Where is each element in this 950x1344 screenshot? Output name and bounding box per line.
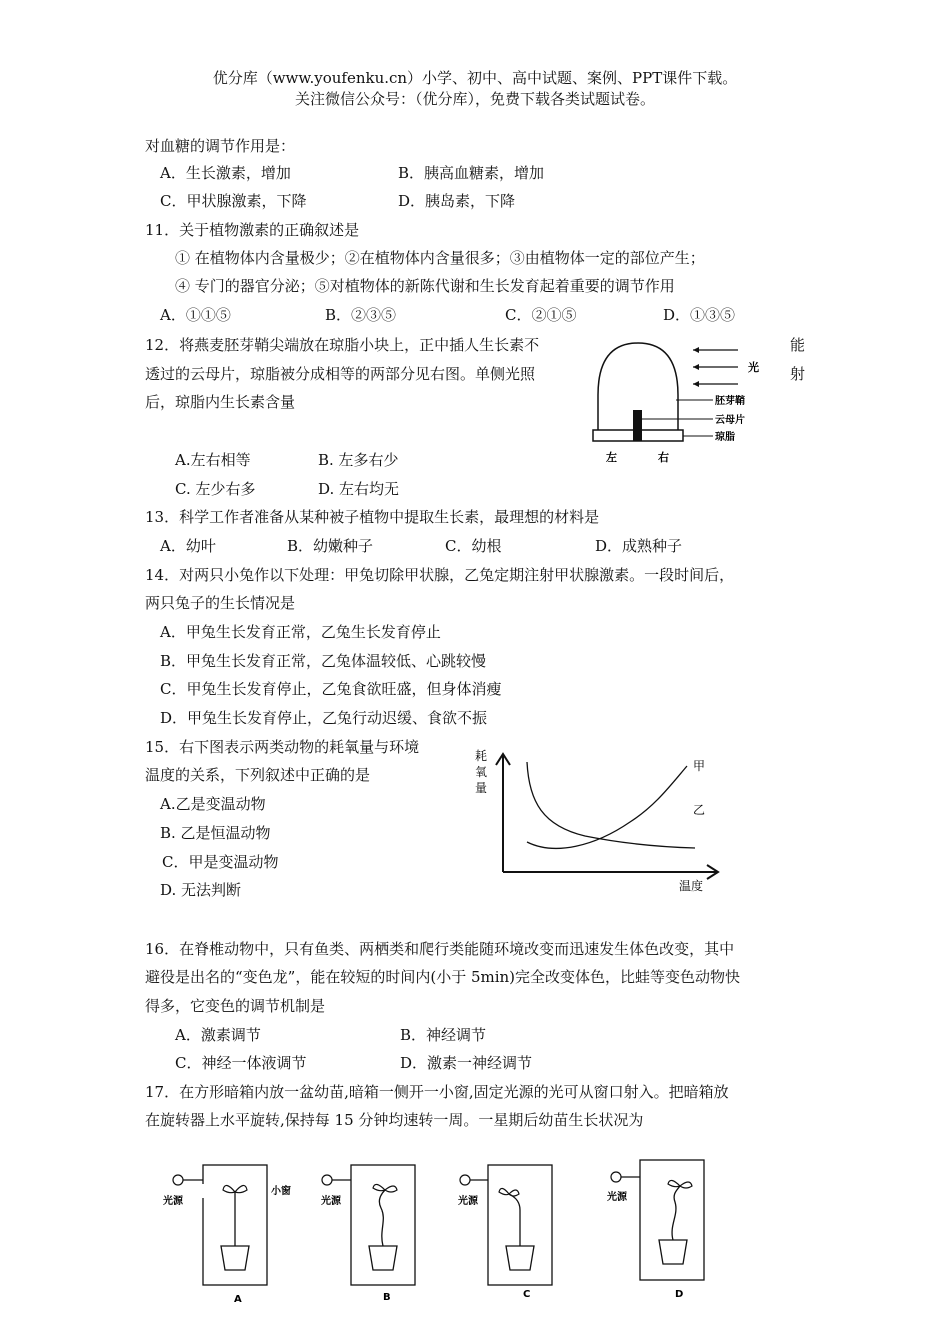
seedling-panel-a	[163, 1165, 291, 1305]
q16-option-c: C．神经一体液调节	[175, 1054, 307, 1072]
q10-option-b: B．胰高血糖素，增加	[398, 164, 545, 182]
q17-figure	[145, 1150, 785, 1310]
light-arrow-2-head	[693, 364, 699, 370]
q12-option-b: B. 左多右少	[318, 451, 399, 469]
q12-option-a: A.左右相等	[175, 451, 251, 469]
q16-stem-3: 得多，它变色的调节机制是	[145, 997, 326, 1015]
q15-option-d: D. 无法判断	[160, 881, 242, 899]
label-mica: 云母片	[715, 415, 745, 426]
q10-option-d: D．胰岛素，下降	[398, 192, 516, 210]
light-arrow-3-head	[693, 381, 699, 387]
label-a: A	[234, 1294, 242, 1305]
q13-option-d: D．成熟种子	[595, 537, 683, 555]
seedling-panel-b	[321, 1165, 415, 1303]
q12-stem-1: 12．将燕麦胚芽鞘尖端放在琼脂小块上，正中插人生长素不	[145, 336, 540, 354]
label-d: D	[675, 1289, 684, 1300]
label-source-a: 光源	[163, 1196, 183, 1207]
q16-stem-1: 16．在脊椎动物中，只有鱼类、两栖类和爬行类能随环境改变而迅速发生体色改变，其中	[145, 940, 735, 958]
label-coleoptile: 胚芽鞘	[715, 396, 745, 407]
light-source-icon	[611, 1172, 621, 1182]
q16-option-d: D．激素一神经调节	[400, 1054, 533, 1072]
q11-stem: 11．关于植物激素的正确叙述是	[145, 221, 360, 239]
q11-option-d: D．①③⑤	[663, 306, 736, 324]
q11-option-b: B．②③⑤	[325, 306, 397, 324]
q15-option-a: A.乙是变温动物	[160, 795, 266, 813]
light-source-icon	[322, 1175, 332, 1185]
pot	[506, 1246, 534, 1270]
curve-yi	[527, 766, 687, 848]
q12-figure	[588, 335, 788, 465]
q14-option-a: A．甲兔生长发育正常，乙兔生长发育停止	[160, 623, 441, 641]
label-jia: 甲	[693, 759, 706, 773]
q16-option-b: B．神经调节	[400, 1026, 487, 1044]
q10-continuation: 对血糖的调节作用是：	[145, 137, 296, 155]
q15-option-b: B. 乙是恒温动物	[160, 824, 271, 842]
y-label-1: 耗	[475, 749, 488, 763]
seedling-panel-d	[607, 1160, 704, 1300]
q12-stem-2-end: 射	[790, 365, 806, 383]
label-source-d: 光源	[607, 1192, 627, 1203]
q16-option-a: A．激素调节	[175, 1026, 261, 1044]
q14-stem-2: 两只兔子的生长情况是	[145, 594, 296, 612]
header-line-1: 优分库（www.youfenku.cn）小学、初中、高中试题、案例、PPT课件下载。	[212, 69, 738, 87]
curve-jia	[527, 762, 695, 848]
q12-stem-3: 后，琼脂内生长素含量	[145, 393, 296, 411]
label-source-c: 光源	[458, 1196, 478, 1207]
header-line-2: 关注微信公众号：（优分库），免费下载各类试题试卷。	[294, 90, 655, 108]
q12-option-c: C. 左少右多	[175, 480, 256, 498]
label-yi: 乙	[693, 803, 706, 817]
q11-statements-2: ④ 专门的器官分泌；⑤对植物体的新陈代谢和生长发育起着重要的调节作用	[175, 277, 675, 295]
q11-statements-1: ① 在植物体内含量极少；②在植物体内含量很多；③由植物体一定的部位产生；	[175, 249, 705, 267]
label-c: C	[523, 1289, 531, 1300]
pot	[369, 1246, 397, 1270]
y-label-2: 氧	[475, 765, 488, 779]
q14-option-b: B．甲兔生长发育正常，乙兔体温较低、心跳较慢	[160, 652, 487, 670]
q15-option-c: C．甲是变温动物	[162, 853, 279, 871]
q13-stem: 13．科学工作者准备从某种被子植物中提取生长素，最理想的材料是	[145, 508, 600, 526]
q12-option-d: D. 左右均无	[318, 480, 400, 498]
q10-option-c: C．甲状腺激素，下降	[160, 192, 307, 210]
q14-stem-1: 14．对两只小兔作以下处理：甲兔切除甲状腺，乙兔定期注射甲状腺激素。一段时间后，	[145, 566, 735, 584]
q12-stem-2: 透过的云母片，琼脂被分成相等的两部分见右图。单侧光照	[145, 365, 536, 383]
x-label: 温度	[679, 879, 704, 893]
seedling-panel-c	[458, 1165, 552, 1300]
q16-stem-2: 避役是出名的“变色龙”，能在较短的时间内(小于 5min)完全改变体色，比蛙等变色动物快	[145, 968, 741, 986]
q14-option-d: D．甲兔生长发育停止，乙兔行动迟缓、食欲不振	[160, 709, 488, 727]
light-source-icon	[173, 1175, 183, 1185]
label-agar: 琼脂	[715, 432, 735, 443]
q13-option-a: A．幼叶	[160, 537, 216, 555]
q15-stem-2: 温度的关系，下列叙述中正确的是	[145, 766, 371, 784]
label-left: 左	[606, 451, 617, 464]
pot	[221, 1246, 249, 1270]
q13-option-b: B．幼嫩种子	[287, 537, 374, 555]
light-arrow-1-head	[693, 347, 699, 353]
q11-option-c: C．②①⑤	[505, 306, 577, 324]
q17-stem-2: 在旋转器上水平旋转,保持每 15 分钟均速转一周。一星期后幼苗生长状况为	[145, 1111, 644, 1129]
label-window: 小窗	[271, 1186, 291, 1197]
label-b: B	[383, 1292, 391, 1303]
q17-stem-1: 17．在方形暗箱内放一盆幼苗,暗箱一侧开一小窗,固定光源的光可从窗口射入。把暗箱放	[145, 1083, 729, 1101]
y-label-3: 量	[475, 781, 488, 795]
pot	[659, 1240, 687, 1264]
q15-graph	[465, 742, 725, 897]
q10-option-a: A．生长激素，增加	[160, 164, 291, 182]
label-source-b: 光源	[321, 1196, 341, 1207]
label-light: 光	[748, 361, 759, 374]
q12-stem-1-end: 能	[790, 336, 806, 354]
q15-stem-1: 15．右下图表示两类动物的耗氧量与环境	[145, 738, 420, 756]
q13-option-c: C．幼根	[445, 537, 502, 555]
label-right: 右	[658, 451, 669, 464]
q11-option-a: A．①①⑤	[160, 306, 231, 324]
light-source-icon	[460, 1175, 470, 1185]
q14-option-c: C．甲兔生长发育停止，乙兔食欲旺盛，但身体消瘦	[160, 680, 502, 698]
mica-sheet	[633, 410, 642, 441]
